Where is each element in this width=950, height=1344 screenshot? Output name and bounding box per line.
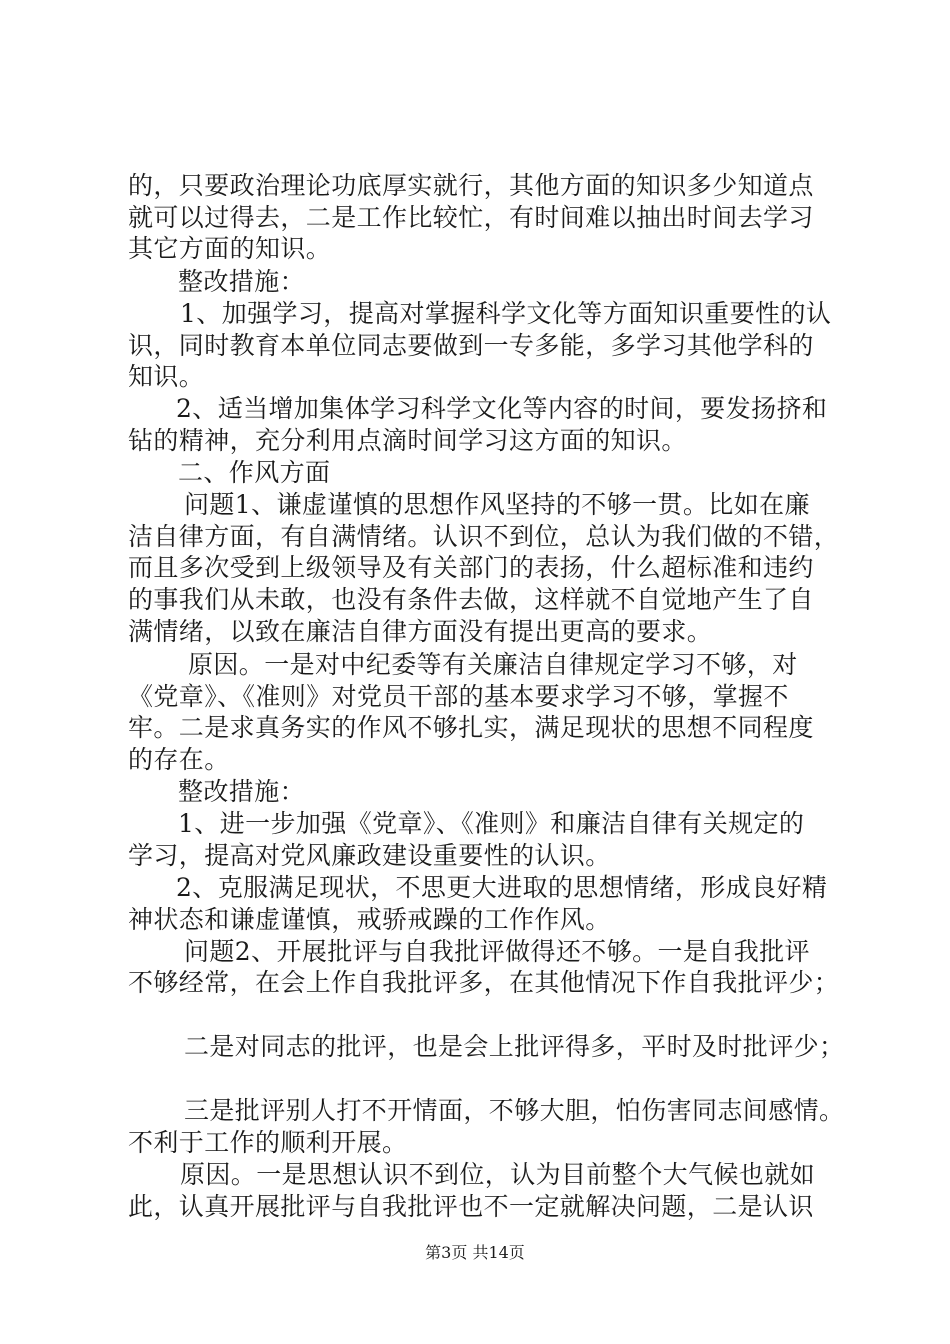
text-line: 2、克服满足现状，不思更大进取的思想情绪，形成良好精 bbox=[176, 873, 828, 902]
text-line: 2、适当增加集体学习科学文化等内容的时间，要发扬挤和 bbox=[176, 394, 828, 423]
text-line: 知识。 bbox=[128, 362, 205, 391]
text-line: 其它方面的知识。 bbox=[128, 234, 332, 263]
text-line: 1、加强学习，提高对掌握科学文化等方面知识重要性的认 bbox=[180, 299, 832, 328]
text-line: 原因。一是思想认识不到位，认为目前整个大气候也就如 bbox=[180, 1160, 816, 1189]
text-line: 的事我们从未敢，也没有条件去做，这样就不自觉地产生了自 bbox=[128, 585, 814, 614]
text-line: 识，同时教育本单位同志要做到一专多能，多学习其他学科的 bbox=[128, 331, 814, 360]
text-line: 而且多次受到上级领导及有关部门的表扬，什么超标准和违约 bbox=[128, 553, 814, 582]
text-line: 此，认真开展批评与自我批评也不一定就解决问题，二是认识 bbox=[128, 1192, 814, 1221]
text-line: 问题1、谦虚谨慎的思想作风坚持的不够一贯。比如在廉 bbox=[184, 490, 810, 519]
text-line: 牢。二是求真务实的作风不够扎实，满足现状的思想不同程度 bbox=[128, 713, 814, 742]
text-line: 不够经常，在会上作自我批评多，在其他情况下作自我批评少； bbox=[128, 968, 840, 997]
section-heading: 整改措施： bbox=[178, 267, 306, 296]
text-line: 1、进一步加强《党章》、《准则》和廉洁自律有关规定的 bbox=[178, 809, 805, 838]
text-line: 的，只要政治理论功底厚实就行，其他方面的知识多少知道点 bbox=[128, 171, 814, 200]
page-footer: 第3页 共14页 bbox=[425, 1243, 525, 1262]
text-line: 二是对同志的批评，也是会上批评得多，平时及时批评少； bbox=[184, 1032, 845, 1061]
text-line: 三是批评别人打不开情面，不够大胆，怕伤害同志间感情。 bbox=[184, 1096, 845, 1125]
text-line: 学习，提高对党风廉政建设重要性的认识。 bbox=[128, 841, 611, 870]
text-line: 不利于工作的顺利开展。 bbox=[128, 1128, 408, 1157]
text-line: 满情绪，以致在廉洁自律方面没有提出更高的要求。 bbox=[128, 617, 713, 646]
text-line: 钻的精神，充分利用点滴时间学习这方面的知识。 bbox=[128, 426, 687, 455]
section-heading: 二、作风方面 bbox=[178, 458, 331, 487]
text-line: 问题2、开展批评与自我批评做得还不够。一是自我批评 bbox=[184, 937, 810, 966]
text-line: 原因。一是对中纪委等有关廉洁自律规定学习不够，对 bbox=[188, 650, 798, 679]
text-line: 的存在。 bbox=[128, 745, 230, 774]
text-line: 《党章》、《准则》对党员干部的基本要求学习不够，掌握不 bbox=[128, 682, 789, 711]
text-line: 洁自律方面，有自满情绪。认识不到位，总认为我们做的不错， bbox=[128, 522, 840, 551]
text-line: 神状态和谦虚谨慎，戒骄戒躁的工作作风。 bbox=[128, 905, 611, 934]
section-heading: 整改措施： bbox=[178, 777, 306, 806]
text-line: 就可以过得去，二是工作比较忙，有时间难以抽出时间去学习 bbox=[128, 203, 814, 232]
